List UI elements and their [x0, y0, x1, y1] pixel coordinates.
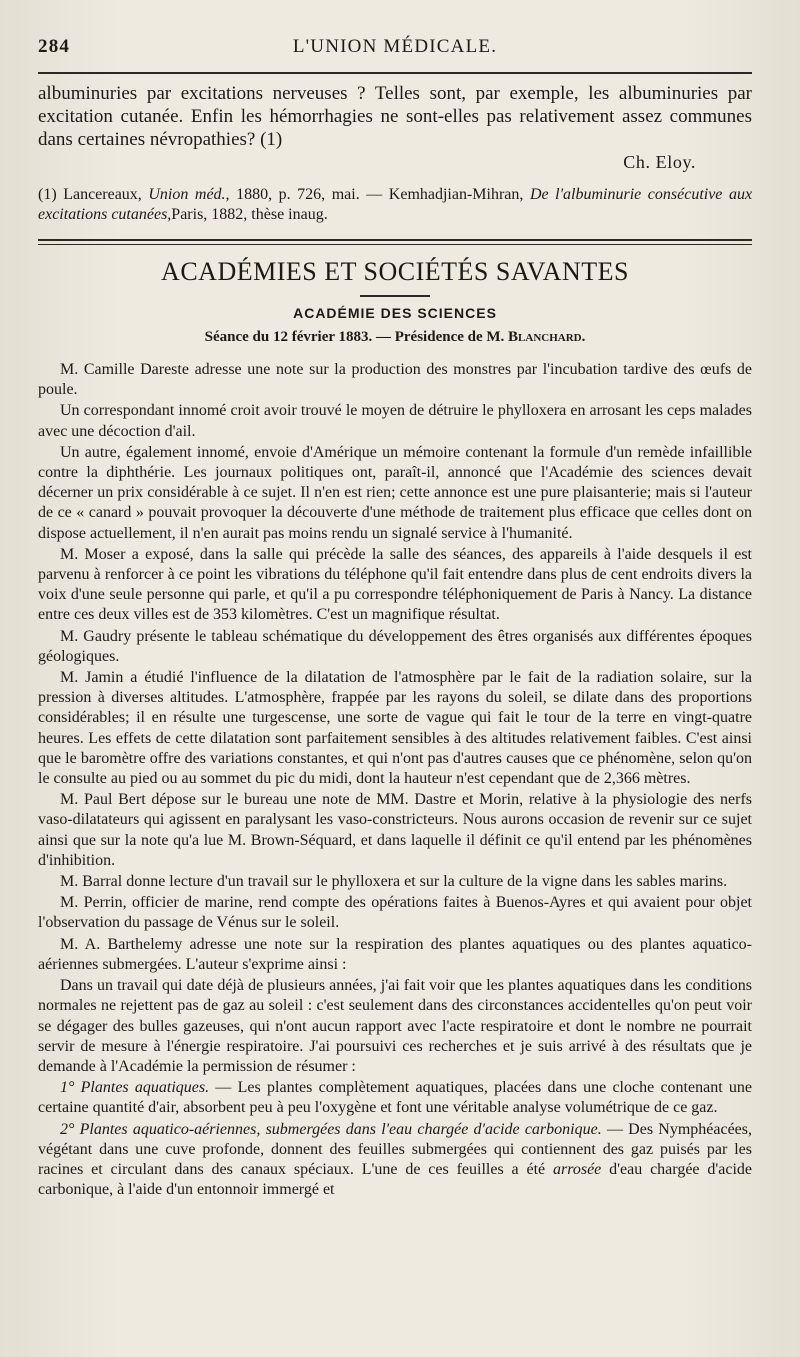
- footnote: [38, 185, 752, 225]
- footnote-source-1: Union méd.,: [148, 186, 230, 203]
- paragraph: Dans un travail qui date déjà de plusieurs années, j'ai fait voir que les plantes aquatiques dans les conditions normales ne rejettent pas de gaz au soleil : c'est seulement dans des circonstances accidentelles qu'on peut voir se dégager des bulles gazeuses, qui n'ont aucun rapport avec l'acte respiratoire et dont le nombre ne pourrait servir de mesure à l'énergie respiratoire. J'ai poursuivi ces recherches et je suis arrivé à des résultats que je demande à l'Académie la permission de résumer :: [38, 977, 752, 1075]
- paragraph: M. Jamin a étudié l'influence de la dilatation de l'atmosphère par le fait de la radiation solaire, sur la pression à diverses altitudes. L'atmosphère, frappée par les rayons du soleil, se dilate dans des proportions considérables; il en résulte une turgescense, une sorte de vague qui fait le tour de la terre en vingt-quatre heures. Les effets de cette dilatation sont parfaitement sensibles à des altitudes relativement faibles. C'est ainsi que le baromètre offre des variations constantes, et qui n'ont pas d'autres causes que ce phénomène, selon qu'on le consulte au pied ou au sommet du pic du midi, dont la hauteur n'est cependant que de 2,366 mètres.: [38, 669, 752, 788]
- paragraph: Un autre, également innomé, envoie d'Amérique un mémoire contenant la formule d'un remède infaillible contre la diphthérie. Les journaux politiques ont, paraît-il, annoncé que l'Académie des sciences devait décerner un prix considérable à ce sujet. Il n'en est rien; cette annonce est une pure plaisanterie; mais si l'auteur de ce « canard » pouvait provoquer la découverte d'une méthode de traitement plus efficace que celles dont on dispose actuellement, il n'en aurait pas moins rendu un signalé service à l'humanité.: [38, 443, 752, 542]
- section-divider: [38, 239, 752, 245]
- item-2-label: 2° Plantes aquatico-aériennes, submergées dans l'eau chargée d'acide carbonique.: [60, 1120, 602, 1138]
- title-rule: [360, 295, 430, 297]
- page-number: 284: [38, 36, 71, 57]
- footnote-source-2: De l'albuminurie consécutive aux excitations cutanées,: [38, 186, 753, 223]
- academy-subtitle: ACADÉMIE DES SCIENCES: [293, 305, 497, 321]
- item-2-text-b: d'eau chargée d'acide carbonique, à l'aide d'un entonnoir immergé et: [38, 1160, 753, 1199]
- paragraph-item-2: [38, 1120, 752, 1201]
- footnote-marker: (1) Lancereaux,: [38, 186, 142, 203]
- seance-prefix: Séance du 12 février 1883. — Présidence de M.: [204, 329, 505, 345]
- header-rule: [38, 72, 752, 74]
- item-1-label: 1° Plantes aquatiques.: [60, 1079, 210, 1097]
- footnote-details-1: 1880, p. 726, mai. — Kemhadjian-Mihran,: [236, 186, 524, 203]
- paragraph: M. Paul Bert dépose sur le bureau une note de MM. Dastre et Morin, relative à la physiologie des nerfs vaso-dilatateurs qui agissent en paralysant les vaso-constricteurs. Nous aurons occasion de revenir sur ce sujet ainsi que sur la note qu'a lue M. Brown-Séquard, et dans laquelle il définit ce qu'il entend par les phénomènes d'inhibition.: [38, 791, 752, 869]
- running-head: [38, 36, 752, 64]
- footnote-details-2: Paris, 1882, thèse inaug.: [171, 206, 328, 223]
- item-1-text: — Les plantes complètement aquatiques, placées dans une cloche contenant une certaine quantité d'air, absorbent peu à peu l'oxygène et font une véritable analyse volumétrique de ce gaz.: [38, 1079, 753, 1117]
- seance-line: [38, 329, 752, 346]
- paragraph: M. Gaudry présente le tableau schématique du développement des êtres organisés aux différentes époques géologiques.: [38, 627, 752, 665]
- paragraph: M. Camille Dareste adresse une note sur la production des monstres par l'incubation tardive des œufs de poule.: [38, 361, 752, 399]
- seance-president: Blanchard.: [508, 329, 586, 345]
- paragraph: M. A. Barthelemy adresse une note sur la respiration des plantes aquatiques ou des plantes aquatico-aériennes submergées. L'auteur s'exprime ainsi :: [38, 935, 752, 973]
- paragraph: Un correspondant innomé croit avoir trouvé le moyen de détruire le phylloxera en arrosant les ceps malades avec une décoction d'ail.: [38, 402, 752, 440]
- article-body: [38, 360, 752, 1200]
- section-title: ACADÉMIES ET SOCIÉTÉS SAVANTES: [161, 257, 629, 286]
- author-signature: Ch. Eloy.: [623, 152, 696, 172]
- item-2-italic-word: arrosée: [552, 1160, 602, 1178]
- item-2-text-a: — Des Nymphéacées, végétant dans une cuve profonde, donnent des feuilles submergées qui contiennent des gaz puisés par les racines et circulant dans des canaux spéciaux. L'une de ces feuilles a été: [38, 1120, 753, 1178]
- intro-paragraph: albuminuries par excitations nerveuses ? Telles sont, par exemple, les albuminuries par excitation cutanée. Enfin les hémorrhagies ne sont-elles pas relativement assez communes dans certaines névropathies? (1): [38, 83, 752, 150]
- paragraph: M. Moser a exposé, dans la salle qui précède la salle des séances, des appareils à l'aide desquels il est parvenu à renforcer à ce point les vibrations du téléphone qu'il fait entendre dans plus de cent endroits divers la voix d'une seule personne qui parle, et qu'il a pu correspondre téléphoniquement de Paris à Nancy. La distance entre ces deux villes est de 353 kilomètres. C'est un magnifique résultat.: [38, 545, 752, 624]
- paragraph-item-1: [38, 1078, 752, 1118]
- paragraph: M. Barral donne lecture d'un travail sur le phylloxera et sur la culture de la vigne dans les sables marins.: [60, 873, 728, 891]
- paragraph: M. Perrin, officier de marine, rend compte des opérations faites à Buenos-Ayres et qui avaient pour objet l'observation du passage de Vénus sur le soleil.: [38, 894, 752, 932]
- journal-title: L'UNION MÉDICALE.: [292, 36, 498, 57]
